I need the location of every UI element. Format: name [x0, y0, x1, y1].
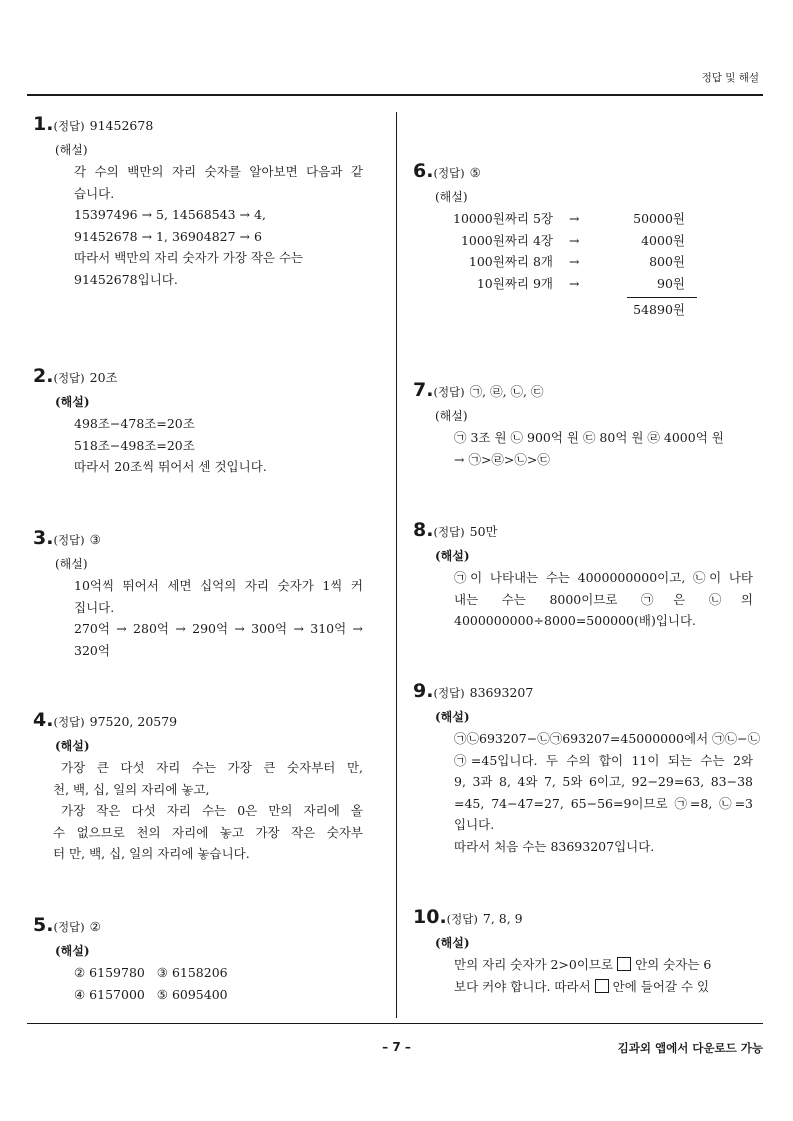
column-divider — [396, 112, 397, 1018]
question-5 — [33, 914, 363, 1005]
question-number: 10. — [413, 906, 447, 928]
explanation-line — [454, 976, 753, 998]
page-number: – 7 – — [382, 1040, 411, 1054]
explanation-line: 내는 수는 8000이므로 ㉠은 ㉡의 — [454, 591, 753, 607]
footer-note: 김과외 앱에서 다운로드 가능 — [617, 1041, 763, 1055]
answer-tag: (정답) — [433, 686, 465, 700]
coin-row — [455, 273, 685, 295]
question-number: 1. — [33, 113, 54, 135]
arrow: → — [569, 254, 580, 269]
explanation-label: (해설) — [435, 549, 470, 563]
question-number: 3. — [33, 527, 54, 549]
explanation-line — [454, 954, 753, 976]
explanation-line: ㉠ 3조 원 ㉡ 900억 원 ㉢ 80억 원 ㉣ 4000억 원 — [454, 430, 724, 445]
explanation-line: 91452678 → 1, 36904827 → 6 — [74, 228, 262, 244]
answer-tag: (정답) — [53, 119, 85, 133]
explanation-line: 15397496 → 5, 14568543 → 4, — [74, 207, 266, 222]
question-number: 8. — [413, 519, 434, 541]
explanation-label: (해설) — [435, 710, 470, 724]
explanation-line: 따라서 20조씩 뛰어서 센 것입니다. — [74, 459, 267, 474]
arrow: → — [569, 232, 580, 248]
explanation-line: 498조−478조=20조 — [74, 416, 195, 431]
answer-value: 97520, 20579 — [89, 714, 178, 729]
explanation-line: 각 수의 백만의 자리 숫자를 알아보면 다음과 같 — [74, 164, 363, 179]
explanation-line: 270억 → 280억 → 290억 → 300억 → 310억 → — [74, 621, 363, 636]
explanation-line: 터 만, 백, 십, 일의 자리에 놓습니다. — [53, 846, 250, 861]
coin-sum-table — [455, 208, 753, 320]
answer-value: ③ — [89, 532, 101, 547]
answer-value: 50만 — [469, 524, 498, 539]
explanation-line: 집니다. — [74, 599, 115, 615]
explanation-line: ㉠=45입니다. 두 수의 합이 11이 되는 수는 2와 — [454, 752, 753, 768]
text-segment: 안의 숫자는 6 — [635, 957, 712, 972]
question-2 — [33, 365, 363, 478]
question-1 — [33, 113, 363, 290]
explanation-line: 518조−498조=20조 — [74, 437, 195, 453]
explanation-line: 320억 — [74, 642, 110, 658]
explanation-line: 가장 작은 다섯 자리 수는 0은 만의 자리에 올 — [61, 803, 363, 818]
header-rule — [27, 94, 763, 96]
coin-label: 1000원짜리 4장 — [460, 232, 553, 248]
answer-tag: (정답) — [433, 385, 465, 399]
question-8 — [413, 519, 753, 632]
footer-rule — [27, 1023, 763, 1024]
explanation-line: 가장 큰 다섯 자리 수는 가장 큰 숫자부터 만, — [61, 760, 363, 775]
coin-amount: 4000원 — [641, 232, 685, 248]
explanation-line: 수 없으므로 천의 자리에 놓고 가장 작은 숫자부 — [53, 824, 363, 840]
answer-value: 7, 8, 9 — [482, 911, 523, 926]
coin-row — [455, 230, 685, 252]
coin-amount: 50000원 — [633, 211, 685, 226]
answer-value: 20조 — [89, 370, 118, 385]
explanation-line: ㉠㉡693207−㉡㉠693207=45000000에서 ㉠㉡−㉡ — [454, 731, 761, 746]
answer-value: ② — [89, 919, 101, 934]
explanation-line: 천, 백, 십, 일의 자리에 놓고, — [53, 781, 210, 797]
answer-value: ㉠, ㉣, ㉡, ㉢ — [469, 384, 544, 399]
question-number: 6. — [413, 160, 434, 182]
explanation-line: 따라서 처음 수는 83693207입니다. — [454, 838, 655, 854]
coin-row — [455, 208, 685, 230]
arrow: → — [569, 211, 580, 226]
answer-tag: (정답) — [53, 533, 85, 547]
blank-box — [617, 957, 631, 971]
question-number: 7. — [413, 379, 434, 401]
explanation-label: (해설) — [55, 557, 88, 571]
coin-label: 10000원짜리 5장 — [453, 211, 553, 226]
question-10 — [413, 906, 753, 997]
answer-tag: (정답) — [433, 525, 465, 539]
explanation-label: (해설) — [435, 190, 468, 204]
answer-tag: (정답) — [446, 912, 478, 926]
coin-label: 10원짜리 9개 — [476, 275, 553, 291]
question-9 — [413, 680, 761, 857]
sum-total: 54890원 — [633, 302, 685, 317]
explanation-label: (해설) — [55, 395, 90, 409]
answer-tag: (정답) — [53, 371, 85, 385]
coin-amount: 800원 — [649, 254, 685, 269]
answer-value: 91452678 — [89, 118, 154, 133]
explanation-label: (해설) — [55, 143, 88, 157]
answer-value: 83693207 — [469, 685, 534, 700]
explanation-line: ④ 6157000 ⑤ 6095400 — [74, 986, 228, 1002]
question-number: 9. — [413, 680, 434, 702]
explanation-line: ㉠이 나타내는 수는 4000000000이고, ㉡이 나타 — [454, 570, 753, 585]
explanation-line: 습니다. — [74, 185, 115, 201]
answer-value: ⑤ — [469, 165, 481, 180]
text-segment: 보다 커야 합니다. 따라서 — [454, 978, 591, 994]
arrow: → — [569, 275, 580, 291]
coin-amount: 90원 — [657, 275, 685, 291]
explanation-line: 91452678입니다. — [74, 271, 178, 287]
explanation-line: 9, 3과 8, 4와 7, 5와 6이고, 92−29=63, 83−38 — [454, 774, 753, 789]
explanation-line: =45, 74−47=27, 65−56=9이므로 ㉠=8, ㉡=3 — [454, 795, 753, 811]
explanation-label: (해설) — [435, 409, 468, 423]
explanation-line: 4000000000÷8000=500000(배)입니다. — [454, 613, 697, 628]
explanation-line: 10억씩 뛰어서 세면 십억의 자리 숫자가 1씩 커 — [74, 578, 363, 593]
explanation-label: (해설) — [435, 936, 470, 950]
blank-box — [595, 979, 609, 993]
explanation-line: ② 6159780 ③ 6158206 — [74, 965, 228, 980]
question-number: 4. — [33, 709, 54, 731]
text-segment: 만의 자리 숫자가 2>0이므로 — [454, 957, 614, 972]
answer-tag: (정답) — [53, 920, 85, 934]
explanation-line: 따라서 백만의 자리 숫자가 가장 작은 수는 — [74, 250, 304, 265]
question-4 — [33, 709, 363, 865]
text-segment: 안에 들어갈 수 있 — [612, 978, 710, 994]
explanation-label: (해설) — [55, 739, 90, 753]
question-7 — [413, 379, 753, 470]
question-6 — [413, 160, 753, 320]
coin-row — [455, 251, 685, 273]
question-number: 5. — [33, 914, 54, 936]
question-3 — [33, 527, 363, 661]
coin-label: 100원짜리 8개 — [468, 254, 553, 269]
answer-tag: (정답) — [53, 715, 85, 729]
question-number: 2. — [33, 365, 54, 387]
explanation-label: (해설) — [55, 944, 90, 958]
explanation-line: → ㉠>㉣>㉡>㉢ — [454, 451, 550, 467]
header-title: 정답 및 해설 — [701, 72, 759, 84]
explanation-line: 입니다. — [454, 817, 495, 832]
answer-tag: (정답) — [433, 166, 465, 180]
